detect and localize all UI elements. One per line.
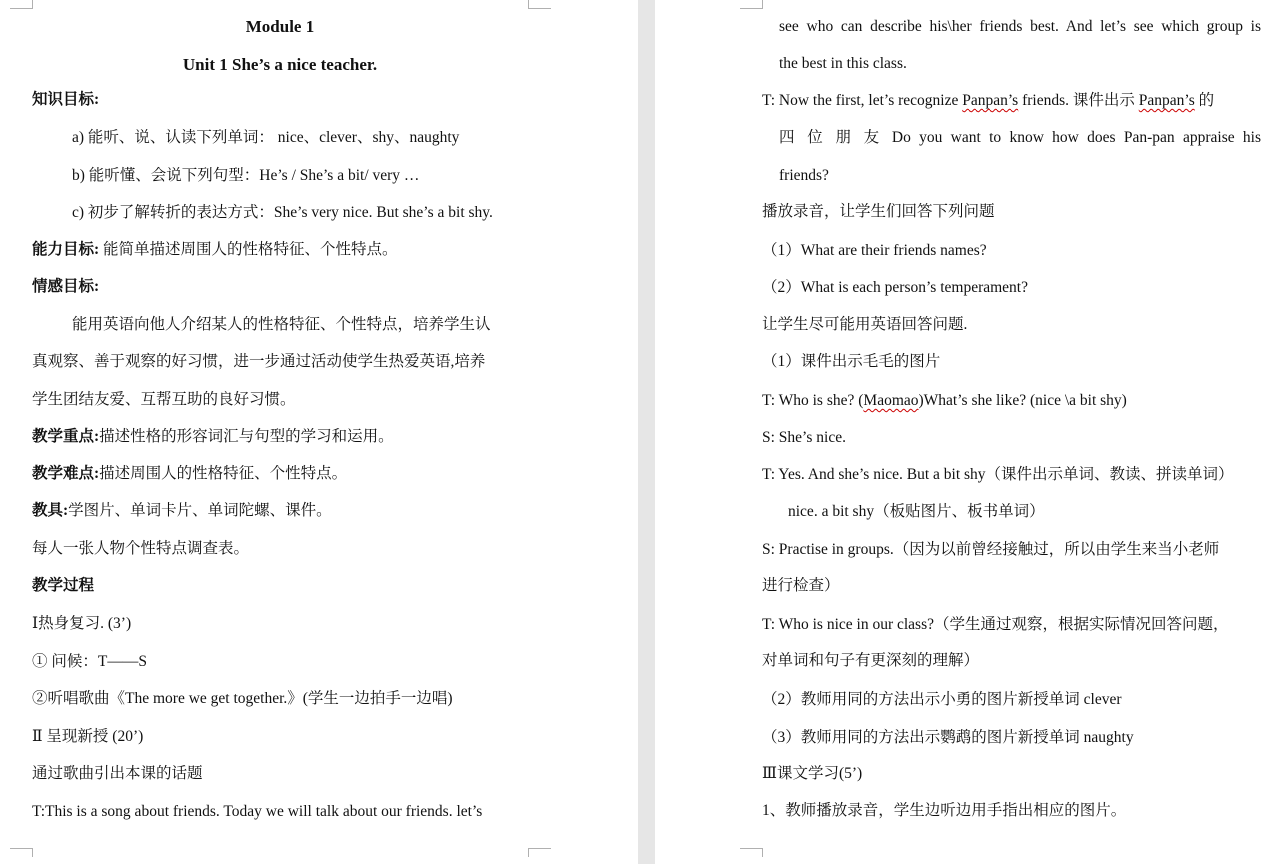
- document-page-left: [0, 0, 638, 864]
- text-line: nice. a bit shy（板贴图片、板书单词）: [788, 503, 1045, 520]
- text-segment: T: Now the first, let’s recognize: [762, 92, 963, 109]
- spellcheck-word: Panpan’s: [962, 92, 1019, 109]
- knowledge-item: a) 能听、说、认读下列单词： nice、clever、shy、naughty: [72, 129, 460, 146]
- emotion-goal-line: 学生团结友爱、互帮互助的良好习惯。: [32, 391, 296, 408]
- text-line: [762, 91, 1214, 111]
- text-segment: 的: [1194, 92, 1215, 109]
- step-intro: 通过歌曲引出本课的话题: [32, 765, 203, 782]
- text-line: 1、教师播放录音，学生边听边用手指出相应的图片。: [762, 802, 1127, 819]
- teaching-focus-text: 描述性格的形容词汇与句型的学习和运用。: [99, 428, 394, 445]
- ability-goal: [32, 240, 398, 260]
- teaching-difficulty-label: 教学难点:: [32, 465, 100, 482]
- text-line: 进行检查）: [762, 577, 840, 594]
- crop-mark: [10, 848, 33, 857]
- text-line: （3）教师用同的方法出示鹦鹉的图片新授单词 naughty: [762, 729, 1134, 746]
- text-line: the best in this class.: [779, 55, 907, 72]
- emotion-goal-label: 情感目标:: [32, 278, 100, 295]
- teaching-difficulty: [32, 464, 347, 484]
- document-page-right: [655, 0, 1288, 864]
- teaching-tools-text: 学图片、单词卡片、单词陀螺、课件。: [68, 502, 332, 519]
- teaching-focus: [32, 427, 394, 447]
- text-line: [762, 391, 1127, 411]
- text-line: T: Who is nice in our class?（学生通过观察，根据实际情况回答问题，: [762, 616, 1229, 633]
- text-segment: T: Who is she? (: [762, 392, 864, 409]
- step-song: ②听唱歌曲《The more we get together.》(学生一边拍手一边唱): [32, 690, 453, 707]
- spellcheck-word: Panpan’s: [1138, 92, 1195, 109]
- crop-mark: [10, 0, 33, 9]
- text-line: see who can describe his\her friends best. And let’s see which group is: [779, 18, 1261, 35]
- spellcheck-word: Maomao: [863, 392, 919, 409]
- emotion-goal-line: 真观察、善于观察的好习惯，进一步通过活动使学生热爱英语,培养: [32, 353, 486, 370]
- teaching-tools: [32, 501, 332, 521]
- text-line: Ⅲ课文学习(5’): [762, 765, 863, 782]
- unit-title: Unit 1 She’s a nice teacher.: [182, 55, 378, 74]
- step-greeting: ① 问候：T——S: [32, 653, 147, 670]
- teacher-line: T:This is a song about friends. Today we will talk about our friends. let’s: [32, 803, 483, 820]
- text-line: S: She’s nice.: [762, 429, 846, 446]
- text-line: （1）What are their friends names?: [762, 242, 987, 259]
- crop-mark: [528, 0, 551, 9]
- survey-text: 每人一张人物个性特点调查表。: [32, 540, 250, 557]
- emotion-goal-line: 能用英语向他人介绍某人的性格特征、个性特点，培养学生认: [72, 316, 491, 333]
- ability-goal-label: 能力目标:: [32, 241, 100, 258]
- text-segment: )What’s she like? (nice \a bit shy): [918, 392, 1127, 409]
- step-presentation: Ⅱ 呈现新授 (20’): [32, 728, 144, 745]
- teaching-tools-label: 教具:: [32, 502, 69, 519]
- text-line: 让学生尽可能用英语回答问题.: [762, 316, 968, 333]
- text-line: friends?: [779, 167, 829, 184]
- crop-mark: [528, 848, 551, 857]
- step-warmup: Ⅰ热身复习. (3’): [32, 615, 132, 632]
- teaching-difficulty-text: 描述周围人的性格特征、个性特点。: [99, 465, 348, 482]
- text-line: （2）教师用同的方法出示小勇的图片新授单词 clever: [762, 691, 1122, 708]
- text-line: （1）课件出示毛毛的图片: [762, 353, 941, 370]
- knowledge-item: c) 初步了解转折的表达方式：She’s very nice. But she’s a bit shy.: [72, 204, 493, 221]
- teaching-focus-label: 教学重点:: [32, 428, 100, 445]
- text-line: 四 位 朋 友 Do you want to know how does Pan-pan appraise his: [779, 129, 1261, 146]
- module-title: Module 1: [245, 17, 315, 36]
- text-line: T: Yes. And she’s nice. But a bit shy（课件出示单词、教读、拼读单词）: [762, 466, 1234, 483]
- crop-mark: [740, 848, 763, 857]
- ability-goal-text: 能简单描述周围人的性格特征、个性特点。: [99, 241, 398, 258]
- text-line: （2）What is each person’s temperament?: [762, 279, 1028, 296]
- text-line: 对单词和句子有更深刻的理解）: [762, 652, 980, 669]
- teaching-process-label: 教学过程: [32, 577, 95, 594]
- crop-mark: [740, 0, 763, 9]
- knowledge-item: b) 能听懂、会说下列句型：He’s / She’s a bit/ very …: [72, 167, 420, 184]
- text-line: 播放录音，让学生们回答下列问题: [762, 203, 995, 220]
- text-line: S: Practise in groups.（因为以前曾经接触过，所以由学生来当小老师: [762, 541, 1220, 558]
- text-segment: friends. 课件出示: [1018, 92, 1139, 109]
- knowledge-goal-label: 知识目标:: [32, 91, 100, 108]
